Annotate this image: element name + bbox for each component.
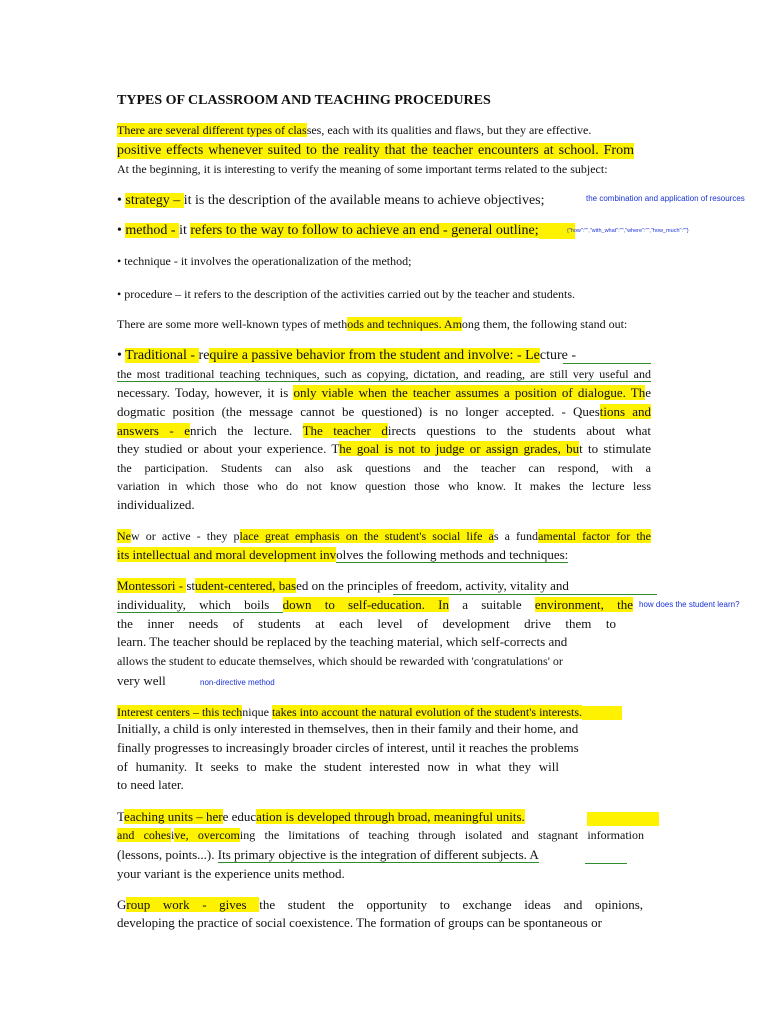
interest-line-5: to need later. [117, 777, 184, 792]
traditional-line-9: individualized. [117, 497, 195, 512]
interest-line-4: of humanity. It seeks to make the student interested now in what they will [117, 759, 559, 774]
intro-line-1: There are several different types of classes, each with its qualities and flaws, but they are effective. [117, 123, 592, 137]
document-title: TYPES OF CLASSROOM AND TEACHING PROCEDURES [117, 93, 491, 108]
traditional-line-8: variation in which those who do not know question those who know. It makes the lecture less [117, 479, 651, 493]
underline-lecture [563, 363, 651, 364]
intro-line-2: positive effects whenever suited to the reality that the teacher encounters at school. From [117, 143, 634, 158]
montessori-line-3: the inner needs of students at each level of development drive them to [117, 616, 616, 631]
traditional-line-2: the most traditional teaching techniques, such as copying, dictation, and reading, are still very useful and [117, 367, 651, 381]
traditional-line-1: • Traditional - require a passive behavior from the student and involve: - Lecture - [117, 348, 577, 363]
traditional-line-4: dogmatic position (the message cannot be questioned) is no longer accepted. - Questions and [117, 404, 651, 419]
montessori-line-1: Montessori - student-centered, based on the principles of freedom, activity, vitality and [117, 578, 569, 593]
annotation-how-learn: how does the student learn? [639, 600, 740, 609]
traditional-line-5: answers - enrich the lecture. The teacher directs questions to the students about what [117, 423, 651, 438]
annotation-json-fields: {"how":"","with_what":"","where":"","how_much":""} [567, 228, 689, 234]
annotation-nondirective: non-directive method [200, 678, 275, 687]
traditional-line-6: they studied or about your experience. The goal is not to judge or assign grades, but to stimulate [117, 441, 651, 456]
underline-principles [393, 594, 657, 595]
traditional-line-3: necessary. Today, however, it is only viable when the teacher assumes a position of dialogue. The [117, 385, 651, 400]
new-active-line-2: its intellectual and moral development involves the following methods and techniques: [117, 547, 569, 562]
term-strategy: • strategy – it is the description of the available means to achieve objectives; [117, 193, 545, 208]
annotation-combination: the combination and application of resources [586, 194, 745, 203]
underline-units-extend [585, 863, 627, 864]
units-line-1: Teaching units – here education is developed through broad, meaningful units. [117, 809, 525, 824]
interest-line-1: Interest centers – this technique takes into account the natural evolution of the student's interests. [117, 706, 651, 720]
term-method: • method - it refers to the way to follow to achieve an end - general outline; [117, 223, 651, 239]
montessori-line-6: very well [117, 673, 166, 688]
traditional-line-7: the participation. Students can also ask questions and the teacher can respond, with a [117, 461, 651, 475]
term-procedure: • procedure – it refers to the description of the activities carried out by the teacher and students. [117, 287, 576, 301]
units-line-4: your variant is the experience units method. [117, 866, 345, 881]
new-active-line-1: New or active - they place great emphasis on the student's social life as a fundamental factor for the [117, 529, 652, 543]
montessori-line-2: individuality, which boils down to self-education. In a suitable environment, the [117, 597, 633, 612]
interest-line-2: Initially, a child is only interested in themselves, then in their family and their home, and [117, 721, 579, 736]
intro-line-3: At the beginning, it is interesting to verify the meaning of some important terms related to the subject: [117, 162, 608, 176]
group-line-2: developing the practice of social coexistence. The formation of groups can be spontaneous or [117, 915, 602, 930]
units-line-3: (lessons, points...). Its primary objective is the integration of different subjects. A [117, 847, 539, 862]
term-technique: • technique - it involves the operationalization of the method; [117, 254, 412, 268]
interest-line-3: finally progresses to increasingly broader circles of interest, until it reaches the problems [117, 740, 579, 755]
montessori-line-5: allows the student to educate themselves, which should be rewarded with 'congratulations' or [117, 654, 563, 668]
highlight-block [587, 812, 659, 826]
units-line-2: and cohesive, overcoming the limitations of teaching through isolated and stagnant information [117, 828, 644, 842]
types-intro: There are some more well-known types of methods and techniques. Among them, the following stand out: [117, 317, 628, 331]
group-line-1: Group work - gives the student the opportunity to exchange ideas and opinions, [117, 897, 643, 912]
montessori-line-4: learn. The teacher should be replaced by the teaching material, which self-corrects and [117, 634, 568, 649]
